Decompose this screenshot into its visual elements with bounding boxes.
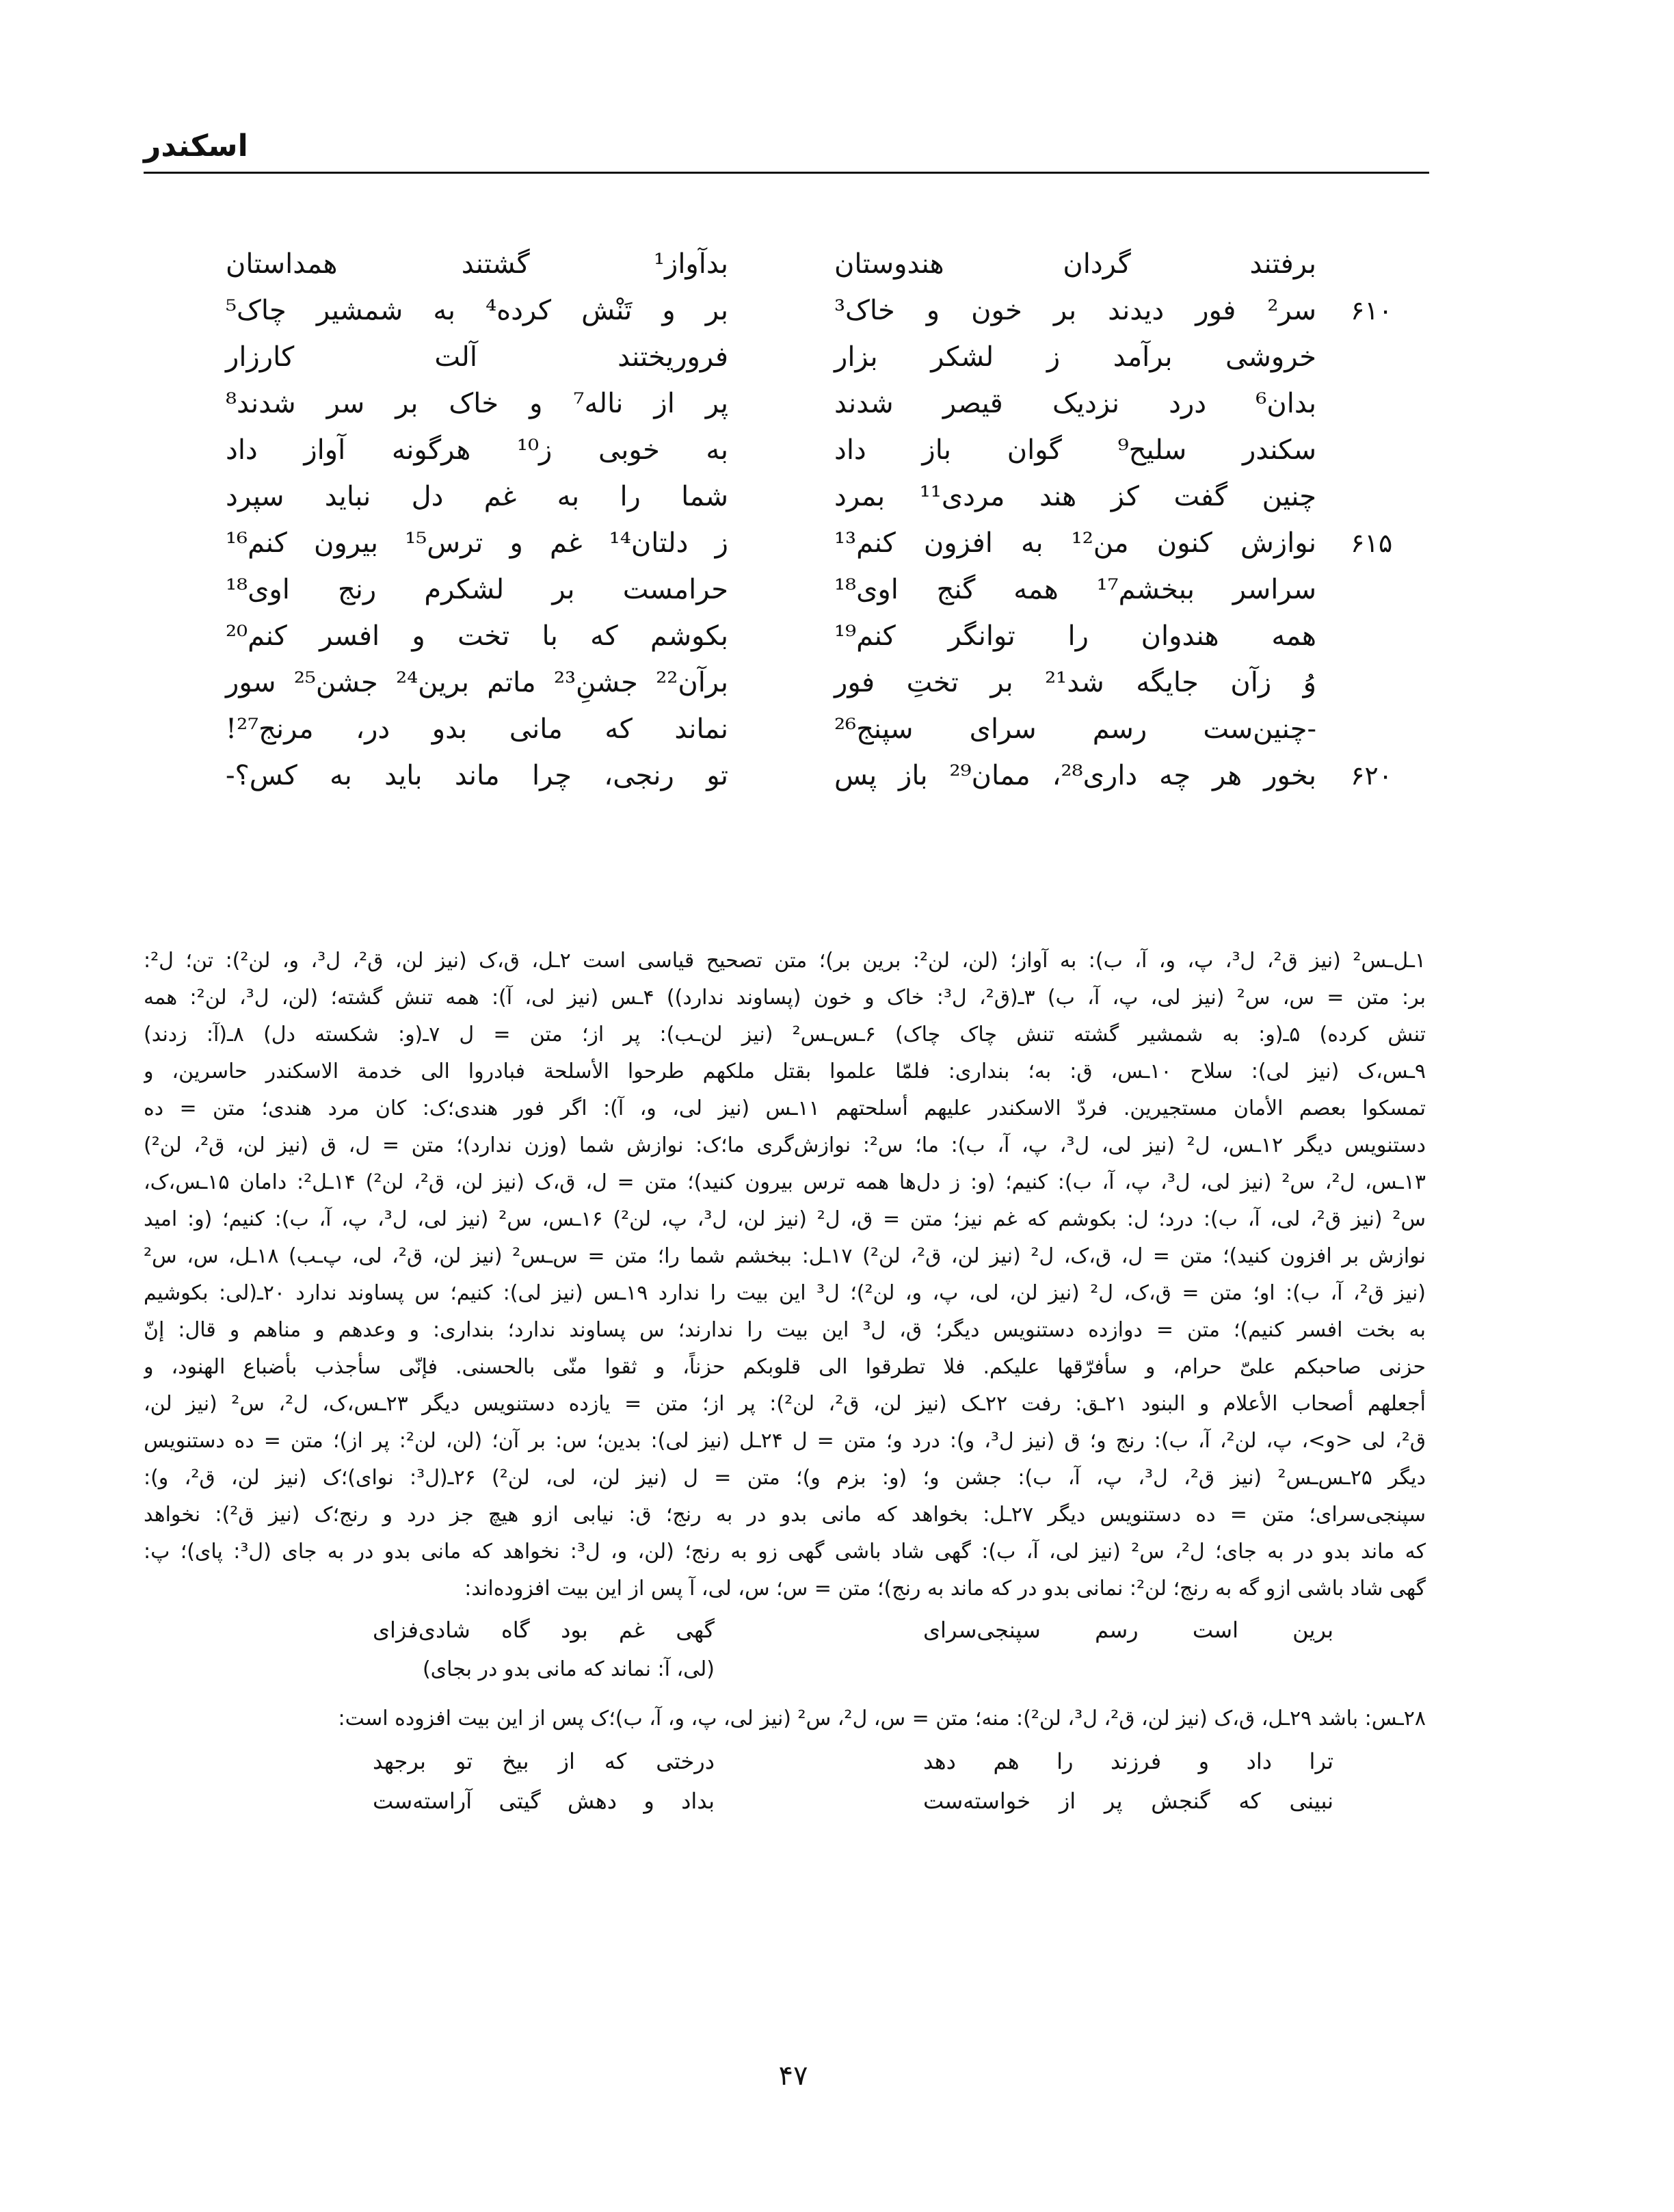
hemistich-left: نماند که مانی بدو در، مرنج²⁷! (226, 713, 728, 745)
footnote-couplet (144, 1611, 1426, 1651)
footnote-line: (نیز ق²، آ، ب): او؛ متن = ق،ک، ل² (نیز لن، لی، پ، و، لن²)؛ ل³ این بیت را ندارد ۱۹ـس (نیز لی): کنیم؛ س پساوند ندارد ۲۰ـ(لی: بکوشیم (144, 1281, 1426, 1305)
hemistich-right: بدان⁶ درد نزدیک قیصر شدند (834, 388, 1316, 419)
hemistich-left: حرامست بر لشکرم رنج اوی¹⁸ (226, 574, 728, 605)
verse-line (0, 380, 1674, 427)
footnote-line: دستنویس دیگر ۱۲ـس، ل² (نیز لی، ل³، پ، آ، ب): ما؛ س²: نوازش‌گری ما؛ک: نوازش شما (وزن ندارد)؛ متن = ل، ق (نیز لن، ق²، لن²) (144, 1133, 1426, 1157)
verse-line (0, 566, 1674, 613)
verse-line (0, 241, 1674, 287)
footnote-line: حزنی صاحبکم علیّ حرام، و سأفرّقها علیکم. فلا تطرقوا الی قلوبکم حزناً، و ثقوا منّی بالحسنی. فإنّی سأجذب بأضباع الهنود، و (144, 1355, 1426, 1379)
hemistich-right: چنین گفت کز هند مردی¹¹ بمرد (834, 481, 1316, 512)
hemistich-left: ز دلتان¹⁴ غم و ترس¹⁵ بیرون کنم¹⁶ (226, 527, 728, 559)
footnote-line: س² (نیز ق²، لی، آ، ب): درد؛ ل: بکوشم که غم نیز؛ متن = ق، ل² (نیز لن، ل³، پ، لن²) ۱۶ـس، س² (نیز لی، ل³، پ، آ، ب): کنیم؛ (و: امید (144, 1207, 1426, 1231)
verse-number: ۶۱۰ (1351, 295, 1393, 326)
footnote-line: دیگر ۲۵ـس‌ـس² (نیز ق²، ل³، پ، آ، ب): جشن و؛ (و: بزم و)؛ متن = ل (نیز لن، لی، لن²) ۲۶ـ(ل³: نوای)؛ک (نیز لن، ق²، و): (144, 1466, 1426, 1490)
footnote-line: سپنجی‌سرای؛ متن = ده دستنویس دیگر ۲۷ـل: بخواهد که مانی بدو در به رنج؛ ق: نیابی ازو هیچ جز درد و رنج؛ک (نیز ق²): نخواهد (144, 1503, 1426, 1527)
verse-line (0, 427, 1674, 473)
footnote-couplet (144, 1782, 1426, 1822)
footnote-line: به بخت افسر کنیم)؛ متن = دوازده دستنویس دیگر؛ ق، ل³ این بیت را ندارند؛ س پساوند ندارد؛ بنداری: و وعدهم و مناهم و قال: إنّ (144, 1318, 1426, 1342)
footnotes (144, 943, 1426, 1822)
verse-number: ۶۱۵ (1351, 528, 1393, 558)
hemistich-left: به خوبی ز¹⁰ هرگونه آواز داد (226, 434, 728, 466)
footnote-couplet (144, 1743, 1426, 1782)
couplet-hemistich-right: برین است رسم سپنجی‌سرای (923, 1617, 1333, 1643)
hemistich-right: نوازش کنون من¹² به افزون کنم¹³ (834, 527, 1316, 559)
footnote-line: ۱ـل‌ـس² (نیز ق²، ل³، پ، و، آ، ب): به آواز؛ (لن، لن²: برین بر)؛ متن تصحیح قیاسی است ۲ـل، ق،ک (نیز لن، ق²، ل³، و، لن²): تن؛ ل²: (144, 949, 1426, 973)
footnote-line: ۹ـس،ک (نیز لی): سلاح ۱۰ـس، ق: به؛ بنداری: فلمّا علموا بقتل ملکهم طرحوا الأسلحة فبادروا الی خدمة الاسکندر حاسرین، و (144, 1059, 1426, 1083)
footnote-line-28: ۲۸ـس: باشد ۲۹ـل، ق،ک (نیز لن، ق²، ل³، لن²): منه؛ متن = س، ل²، س² (نیز لی، پ، و، آ، ب)؛ک پس از این بیت افزوده است: (338, 1707, 1426, 1730)
footnote-line: ق²، لی <و>، پ، لن²، آ، ب): رنج و؛ ق (نیز ل³، و): درد و؛ متن = ل ۲۴ـل (نیز لی): بدین؛ س: بر آن؛ (لن، لن²: پر از)؛ متن = ده دستنویس (144, 1429, 1426, 1453)
hemistich-left: پر از ناله⁷ و خاک بر سر شدند⁸ (226, 388, 728, 419)
hemistich-left: بر و تَنْش کرده⁴ به شمشیر چاک⁵ (226, 295, 728, 326)
verse-line (0, 520, 1674, 566)
header-rule (144, 172, 1429, 174)
couplet-hemistich-right: نبینی که گنجش پر از خواسته‌ست (923, 1788, 1333, 1814)
variant-reading: (لی، آ: نماند که مانی بدو در بجای) (422, 1657, 715, 1681)
verse-line (0, 659, 1674, 706)
hemistich-right: وُ زآن جایگه شد²¹ بر تختِ فور (834, 667, 1316, 698)
hemistich-right: همه هندوان را توانگر کنم¹⁹ (834, 620, 1316, 652)
footnote-line: ۱۳ـس، ل²، س² (نیز لی، ل³، پ، آ، ب): کنیم؛ (و: ز دل‌ها همه ترس بیرون کنید)؛ متن = ل، ق،ک (نیز لن، ق²، لن²) ۱۴ـل²: دامان ۱۵ـس،ک، (144, 1170, 1426, 1194)
hemistich-left: تو رنجی، چرا ماند باید به کس؟- (226, 760, 728, 791)
couplet-hemistich-left: بداد و دهش گیتی آراسته‌ست (373, 1788, 715, 1814)
footnote-line: که ماند بدو در به جای؛ ل²، س² (نیز لی، آ، ب): گهی شاد باشی گهی زو به رنج؛ (لن، و، ل³: نخواهد که مانی بدو در به جای (ل³: پای)؛ پ: (144, 1540, 1426, 1564)
footnote-line: أجعلهم أصحاب الأعلام و البنود ۲۱ـق: رفت ۲۲ـک (نیز لن، ق²، لن²): پر از؛ متن = یازده دستنویس دیگر ۲۳ـس،ک، ل²، س² (نیز لن، (144, 1392, 1426, 1416)
footnote-line: بر: متن = س، س² (نیز لی، پ، آ، ب) ۳ـ(ق²، ل³: خاک و خون (پساوند ندارد)) ۴ـس (نیز لی، آ): همه تنش گشته؛ (لن، ل³، لن²: همه (144, 986, 1426, 1010)
couplet-hemistich-left: گهی غم بود گاه شادی‌فزای (373, 1617, 715, 1643)
page-number: ۴۷ (778, 2060, 808, 2092)
footnote-line: نوازش بر افزون کنید)؛ متن = ل، ق،ک، ل² (نیز لن، ق²، لن²) ۱۷ـل: ببخشم شما را؛ متن = س‌ـس² (نیز لن، ق²، لی، پ‌ـب) ۱۸ـل، س، س² (144, 1244, 1426, 1268)
hemistich-right: سکندر سلیح⁹ گوان باز داد (834, 434, 1316, 466)
verse-line (0, 287, 1674, 334)
footnote-variant (144, 1651, 1426, 1691)
running-title: اسکندر (144, 129, 248, 163)
hemistich-left: برآن²² جشنِ²³ ماتم برین²⁴ جشن²⁵ سور (226, 667, 729, 698)
hemistich-right: خروشی برآمد ز لشکر بزار (834, 341, 1316, 373)
hemistich-right: برفتند گردان هندوستان (834, 248, 1316, 280)
hemistich-left: بکوشم که با تخت و افسر کنم²⁰ (226, 620, 728, 652)
couplet-hemistich-left: درختی که از بیخ تو برجهد (373, 1748, 715, 1774)
hemistich-left: فروریختند آلت کارزار (226, 341, 728, 373)
verse-line (0, 752, 1674, 799)
verse-line (0, 613, 1674, 659)
verse-line (0, 473, 1674, 520)
verse-number: ۶۲۰ (1351, 761, 1393, 791)
verse-line (0, 334, 1674, 380)
hemistich-right: سر² فور دیدند بر خون و خاک³ (834, 295, 1316, 326)
couplet-hemistich-right: ترا داد و فرزند را هم دهد (923, 1748, 1333, 1774)
footnote-line: تمسکوا بعصم الأمان مستجیرین. فردّ الاسکندر علیهم أسلحتهم ۱۱ـس (نیز لی، و، آ): اگر فور هندی؛ک: کان مرد هندی؛ متن = ده (144, 1096, 1426, 1120)
verse-line (0, 706, 1674, 752)
hemistich-right: سراسر ببخشم¹⁷ همه گنج اوی¹⁸ (834, 574, 1317, 605)
footnote-line: گهی شاد باشی ازو گه به رنج؛ لن²: نمانی بدو در که ماند به رنج)؛ متن = س؛ س، لی، آ پس از این بیت افزوده‌اند: (464, 1577, 1426, 1601)
hemistich-left: شما را به غم دل نباید سپرد (226, 481, 728, 512)
hemistich-right: بخور هر چه داری²⁸، ممان²⁹ باز پس (834, 760, 1317, 791)
hemistich-right: -چنین‌ست رسم سرای سپنج²⁶ (834, 713, 1316, 745)
hemistich-left: بدآواز¹ گشتند همداستان (226, 248, 728, 280)
footnote-line: تنش کرده) ۵ـ(و: به شمشیر گشته تنش چاک چاک) ۶ـس‌ـس² (نیز لن‌ـب): پر از؛ متن = ل ۷ـ(و: شکسته دل) ۸ـ(آ: زدند) (144, 1023, 1426, 1046)
